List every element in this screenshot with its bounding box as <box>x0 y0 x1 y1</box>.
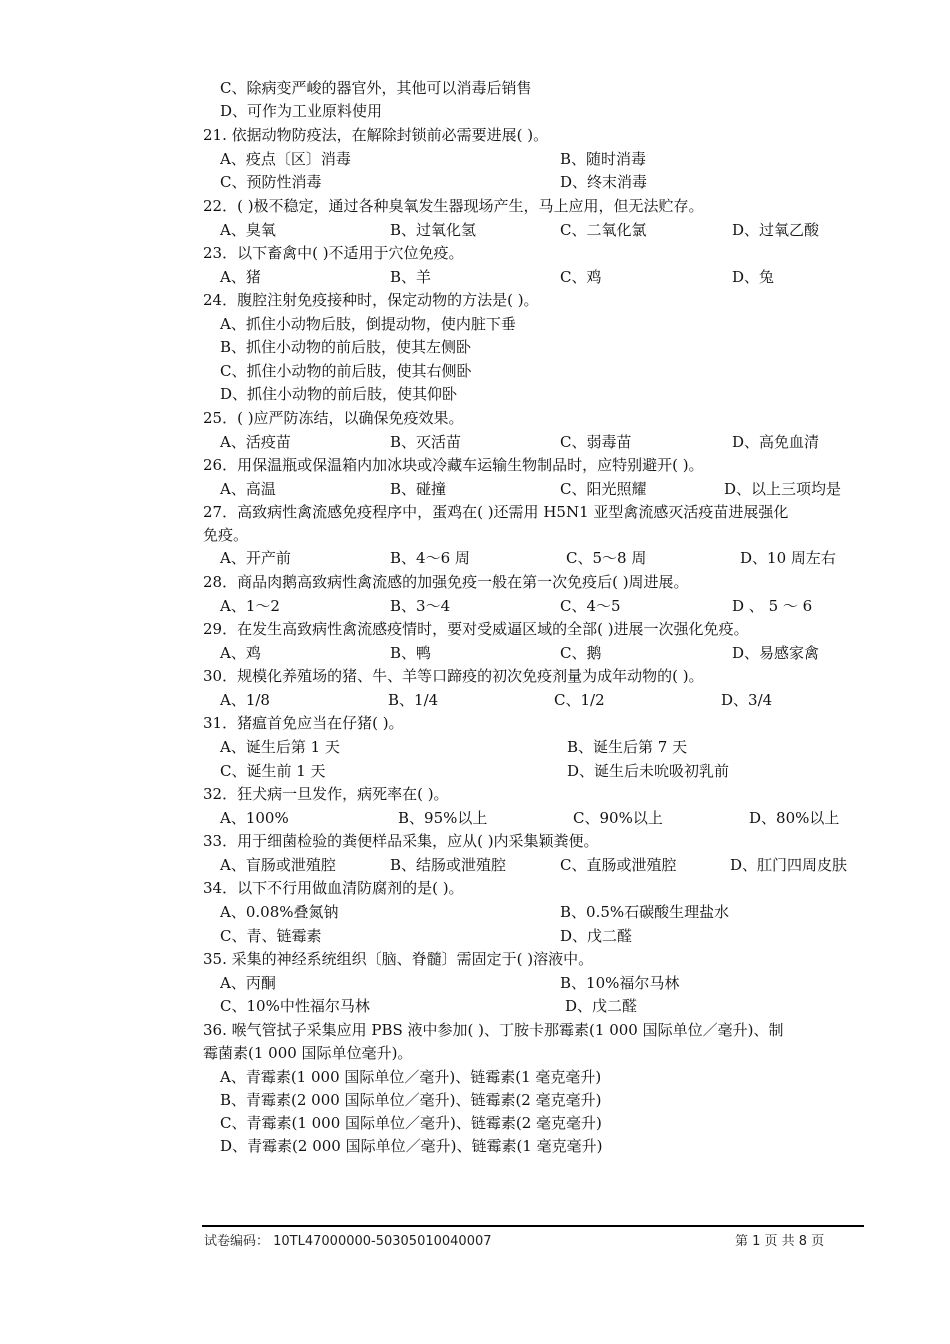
option-a: A、猪 <box>220 268 261 286</box>
option-d: D、兔 <box>732 268 775 286</box>
option-b: B、鸭 <box>390 644 432 662</box>
option-b: B、青霉素(2 000 国际单位／毫升)、链霉素(2 毫克毫升) <box>220 1091 602 1109</box>
option-d: D、80%以上 <box>749 809 840 827</box>
option-c: C、5～8 周 <box>566 549 647 567</box>
option-c: C、90%以上 <box>573 809 663 827</box>
option-c: C、青、链霉素 <box>220 927 322 945</box>
option-c: C、阳光照耀 <box>560 480 647 498</box>
question-25: 25．( )应严防冻结，以确保免疫效果。 <box>203 409 464 427</box>
option-a: A、抓住小动物后肢，倒提动物，使内脏下垂 <box>220 315 516 333</box>
option-a: A、100% <box>220 809 289 827</box>
option-d: D、青霉素(2 000 国际单位／毫升)、链霉素(1 毫克毫升) <box>220 1137 603 1155</box>
question-29: 29．在发生高致病性禽流感疫情时，要对受威逼区域的全部( )进展一次强化免疫。 <box>203 620 749 638</box>
option-b: B、灭活苗 <box>390 433 462 451</box>
option-b: B、碰撞 <box>390 480 447 498</box>
option-d: D、10 周左右 <box>740 549 836 567</box>
option-d: D、抓住小动物的前后肢，使其仰卧 <box>220 385 458 403</box>
question-22: 22．( )极不稳定，通过各种臭氧发生器现场产生，马上应用，但无法贮存。 <box>203 197 704 215</box>
option-a: A、青霉素(1 000 国际单位／毫升)、链霉素(1 毫克毫升) <box>220 1068 602 1086</box>
option-b: B、羊 <box>390 268 432 286</box>
option-a: A、丙酮 <box>220 974 276 992</box>
option-c: C、抓住小动物的前后肢，使其右侧卧 <box>220 362 472 380</box>
question-32: 32．狂犬病一旦发作，病死率在( )。 <box>203 785 449 803</box>
option-a: A、活疫苗 <box>220 433 291 451</box>
page-number: 第 1 页 共 8 页 <box>735 1234 825 1249</box>
option-d: D、易感家禽 <box>732 644 820 662</box>
option-d: D、高免血清 <box>732 433 820 451</box>
option-a: A、1～2 <box>220 597 280 615</box>
option-d: D 、 5 ～ 6 <box>732 597 813 615</box>
option-line: C、除病变严峻的器官外，其他可以消毒后销售 <box>220 79 532 97</box>
option-b: B、抓住小动物的前后肢，使其左侧卧 <box>220 338 472 356</box>
option-d: D、过氧乙酸 <box>732 221 820 239</box>
option-c: C、预防性消毒 <box>220 173 322 191</box>
question-30: 30．规模化养殖场的猪、牛、羊等口蹄疫的初次免疫剂量为成年动物的( )。 <box>203 667 704 685</box>
option-b: B、3～4 <box>390 597 451 615</box>
option-c: C、青霉素(1 000 国际单位／毫升)、链霉素(2 毫克毫升) <box>220 1114 602 1132</box>
question-35: 35. 采集的神经系统组织〔脑、脊髓〕需固定于( )溶液中。 <box>203 950 594 968</box>
option-d: D、3/4 <box>721 691 773 709</box>
option-c: C、直肠或泄殖腔 <box>560 856 677 874</box>
option-a: A、鸡 <box>220 644 261 662</box>
question-36-continued: 霉菌素(1 000 国际单位毫升)。 <box>203 1044 413 1062</box>
option-c: C、1/2 <box>554 691 605 709</box>
question-24: 24．腹腔注射免疫接种时，保定动物的方法是( )。 <box>203 291 539 309</box>
option-a: A、臭氧 <box>220 221 276 239</box>
footer-divider <box>202 1225 864 1227</box>
question-26: 26．用保温瓶或保温箱内加冰块或冷藏车运输生物制品时，应特别避开( )。 <box>203 456 704 474</box>
question-34: 34．以下不行用做血清防腐剂的是( )。 <box>203 879 464 897</box>
option-a: A、疫点〔区〕消毒 <box>220 150 351 168</box>
option-c: C、10%中性福尔马林 <box>220 997 370 1015</box>
option-a: A、盲肠或泄殖腔 <box>220 856 336 874</box>
option-d: D、终末消毒 <box>560 173 648 191</box>
option-c: C、鹅 <box>560 644 602 662</box>
option-a: A、开产前 <box>220 549 291 567</box>
option-b: B、结肠或泄殖腔 <box>390 856 507 874</box>
option-c: C、4～5 <box>560 597 621 615</box>
exam-code: 试卷编码： 10TL47000000-50305010040007 <box>204 1234 492 1249</box>
question-27-continued: 免疫。 <box>203 526 249 544</box>
option-b: B、95%以上 <box>398 809 488 827</box>
question-27: 27．高致病性禽流感免疫程序中，蛋鸡在( )还需用 H5N1 亚型禽流感灭活疫苗进展强化 <box>203 503 789 521</box>
option-b: B、1/4 <box>388 691 439 709</box>
option-c: C、弱毒苗 <box>560 433 632 451</box>
option-d: D、肛门四周皮肤 <box>730 856 848 874</box>
option-line: D、可作为工业原料使用 <box>220 102 383 120</box>
option-d: D、诞生后未吮吸初乳前 <box>567 762 730 780</box>
option-a: A、高温 <box>220 480 276 498</box>
option-a: A、诞生后第 1 天 <box>220 738 340 756</box>
option-b: B、4～6 周 <box>390 549 470 567</box>
option-b: B、过氧化氢 <box>390 221 477 239</box>
option-c: C、二氧化氯 <box>560 221 647 239</box>
question-28: 28．商品肉鹅高致病性禽流感的加强免疫一般在第一次免疫后( )周进展。 <box>203 573 689 591</box>
question-33: 33．用于细菌检验的粪便样品采集，应从( )内采集颖粪便。 <box>203 832 599 850</box>
option-d: D、戊二醛 <box>565 997 638 1015</box>
option-a: A、1/8 <box>220 691 270 709</box>
option-d: D、以上三项均是 <box>724 480 842 498</box>
option-b: B、10%福尔马林 <box>560 974 680 992</box>
option-c: C、鸡 <box>560 268 602 286</box>
option-b: B、诞生后第 7 天 <box>567 738 688 756</box>
option-d: D、戊二醛 <box>560 927 633 945</box>
question-31: 31．猪瘟首免应当在仔猪( )。 <box>203 714 404 732</box>
option-b: B、0.5%石碳酸生理盐水 <box>560 903 730 921</box>
question-23: 23．以下畜禽中( )不适用于穴位免疫。 <box>203 244 464 262</box>
option-a: A、0.08%叠氮钠 <box>220 903 339 921</box>
option-c: C、诞生前 1 天 <box>220 762 326 780</box>
question-21: 21. 依据动物防疫法，在解除封锁前必需要进展( )。 <box>203 126 549 144</box>
option-b: B、随时消毒 <box>560 150 647 168</box>
question-36: 36. 喉气管拭子采集应用 PBS 液中参加( )、丁胺卡那霉素(1 000 国际单位／毫升)、制 <box>203 1021 784 1039</box>
